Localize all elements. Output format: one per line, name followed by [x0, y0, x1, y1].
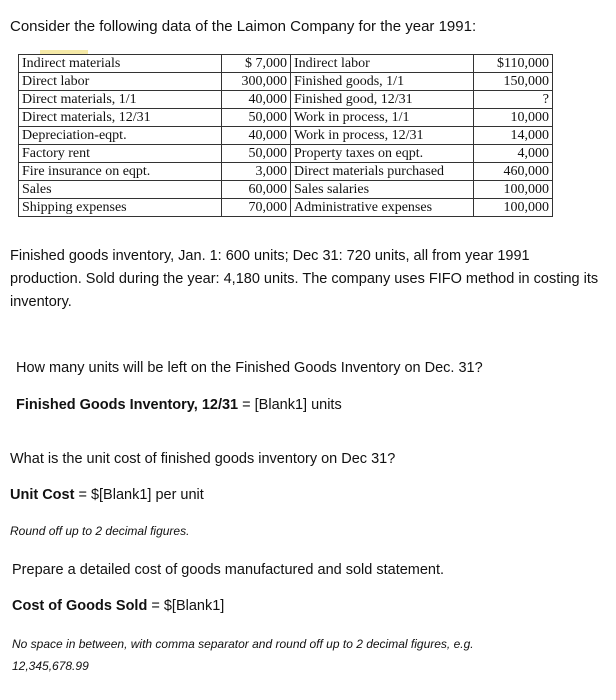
q3-blank[interactable]: = $[Blank1] — [147, 598, 225, 614]
table-row — [19, 91, 553, 109]
table-cell-left-label: Direct labor — [19, 73, 222, 91]
table-row — [19, 73, 553, 91]
table-row — [19, 181, 553, 199]
table-cell-left-value: 50,000 — [222, 109, 291, 127]
table-cell-left-label: Fire insurance on eqpt. — [19, 163, 222, 181]
q3-note-line2: 12,345,678.99 — [12, 659, 89, 673]
table-cell-right-value: 150,000 — [474, 73, 553, 91]
q3-note-line1: No space in between, with comma separator and round off up to 2 decimal figures, e.g. — [12, 637, 474, 651]
q2-blank[interactable]: = $[Blank1] per unit — [74, 487, 204, 503]
cost-data-table — [18, 54, 553, 217]
table-row — [19, 127, 553, 145]
table-row — [19, 109, 553, 127]
table-cell-right-value: 100,000 — [474, 199, 553, 217]
table-cell-right-label: Finished good, 12/31 — [291, 91, 474, 109]
table-cell-left-label: Direct materials, 12/31 — [19, 109, 222, 127]
q3-question: Prepare a detailed cost of goods manufactured and sold statement. — [12, 562, 445, 578]
table-cell-left-value: 3,000 — [222, 163, 291, 181]
q2-question: What is the unit cost of finished goods inventory on Dec 31? — [10, 451, 396, 467]
table-cell-left-label: Indirect materials — [19, 55, 222, 73]
table-cell-right-label: Indirect labor — [291, 55, 474, 73]
table-cell-left-label: Depreciation-eqpt. — [19, 127, 222, 145]
table-cell-right-value: 4,000 — [474, 145, 553, 163]
table-cell-right-label: Sales salaries — [291, 181, 474, 199]
table-cell-right-value: 100,000 — [474, 181, 553, 199]
table-cell-right-label: Property taxes on eqpt. — [291, 145, 474, 163]
q1-question: How many units will be left on the Finished Goods Inventory on Dec. 31? — [16, 360, 483, 376]
table-cell-right-value: 460,000 — [474, 163, 553, 181]
table-row — [19, 145, 553, 163]
table-cell-left-label: Sales — [19, 181, 222, 199]
table-cell-left-value: $ 7,000 — [222, 55, 291, 73]
table-cell-right-value: $110,000 — [474, 55, 553, 73]
table-cell-right-label: Work in process, 12/31 — [291, 127, 474, 145]
table-cell-right-label: Work in process, 1/1 — [291, 109, 474, 127]
table-cell-right-value: 10,000 — [474, 109, 553, 127]
table-cell-left-label: Factory rent — [19, 145, 222, 163]
table-cell-left-value: 60,000 — [222, 181, 291, 199]
q2-answer-label: Unit Cost — [10, 487, 75, 503]
inventory-paragraph: Finished goods inventory, Jan. 1: 600 units; Dec 31: 720 units, all from year 1991 production. Sold during the year: 4,180 units. The company uses FIFO method in costing its inventory. — [10, 248, 599, 310]
table-cell-left-label: Direct materials, 1/1 — [19, 91, 222, 109]
table-cell-left-value: 50,000 — [222, 145, 291, 163]
q2-note: Round off up to 2 decimal figures. — [10, 524, 190, 538]
table-row — [19, 163, 553, 181]
table-cell-left-value: 300,000 — [222, 73, 291, 91]
table-cell-left-label: Shipping expenses — [19, 199, 222, 217]
table-row — [19, 55, 553, 73]
table-row — [19, 199, 553, 217]
table-cell-left-value: 70,000 — [222, 199, 291, 217]
table-cell-left-value: 40,000 — [222, 91, 291, 109]
q3-answer — [12, 598, 224, 614]
table-cell-right-label: Direct materials purchased — [291, 163, 474, 181]
q2-answer — [10, 487, 204, 503]
q1-answer-label: Finished Goods Inventory, 12/31 — [16, 397, 239, 413]
table-cell-right-value: 14,000 — [474, 127, 553, 145]
q1-answer — [16, 397, 342, 413]
table-cell-right-label: Finished goods, 1/1 — [291, 73, 474, 91]
q3-answer-label: Cost of Goods Sold — [12, 598, 148, 614]
table-cell-right-value: ? — [474, 91, 553, 109]
q1-blank[interactable]: = [Blank1] units — [238, 397, 342, 413]
table-cell-right-label: Administrative expenses — [291, 199, 474, 217]
intro-text: Consider the following data of the Laimon Company for the year 1991: — [10, 18, 477, 35]
cost-data-table-body — [19, 55, 553, 217]
table-cell-left-value: 40,000 — [222, 127, 291, 145]
